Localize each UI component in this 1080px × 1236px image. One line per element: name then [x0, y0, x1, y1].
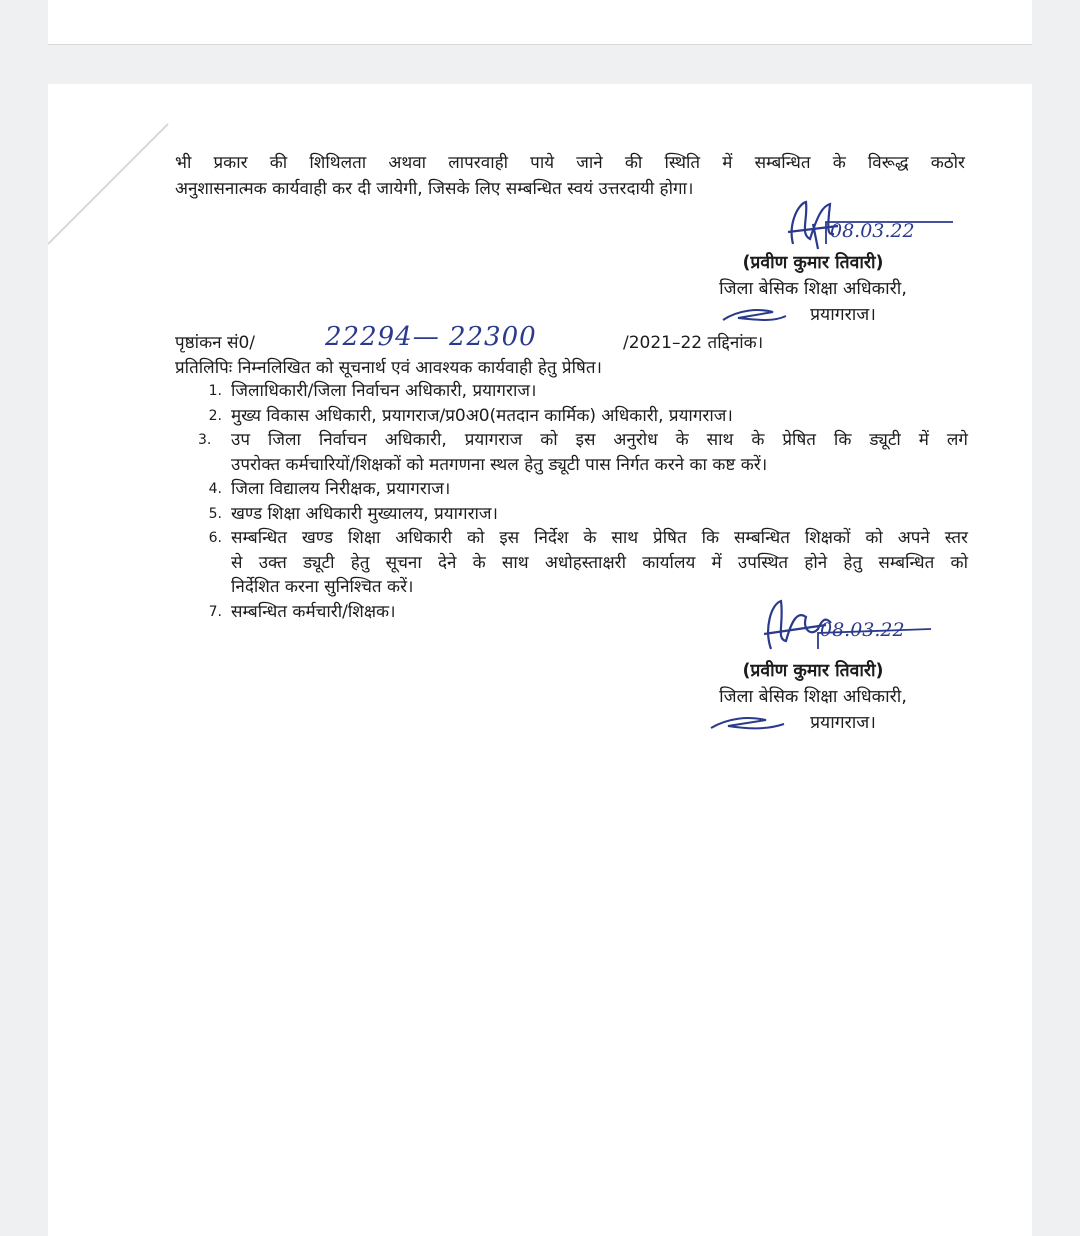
signature-2-date: 08.03.22: [820, 619, 905, 641]
list-item: [198, 404, 968, 429]
previous-page-edge: [48, 0, 1032, 45]
list-item: [198, 502, 968, 527]
list-item-text: सम्बन्धित खण्ड शिक्षा अधिकारी को इस निर्देश के साथ प्रेषित कि सम्बन्धित शिक्षकों को अपने स्तर: [231, 528, 968, 548]
list-item-text: जिलाधिकारी/जिला निर्वाचन अधिकारी, प्रयागराज।: [231, 381, 537, 401]
signature-2-block: [688, 658, 938, 736]
signature-2-name: (प्रवीण कुमार तिवारी): [742, 661, 884, 681]
list-item-number: 2.: [208, 407, 222, 424]
signature-1-block: [688, 250, 938, 328]
list-item-number: 3.: [198, 432, 212, 448]
list-item: [198, 428, 968, 477]
reference-year-date: /2021–22 तद्दिनांक।: [623, 333, 764, 353]
signature-1-place: प्रयागराज।: [810, 305, 876, 325]
list-item-number: 4.: [208, 481, 222, 497]
signature-1-flourish: [718, 306, 788, 326]
signature-1-name: (प्रवीण कुमार तिवारी): [742, 253, 884, 273]
list-item-text: खण्ड शिक्षा अधिकारी मुख्यालय, प्रयागराज।: [231, 503, 498, 524]
signature-2-flourish: [706, 714, 786, 734]
list-item-number: 5.: [208, 505, 222, 522]
list-item-number: 6.: [208, 530, 222, 546]
intro-line-2: अनुशासनात्मक कार्यवाही कर दी जायेगी, जिसके लिए सम्बन्धित स्वयं उत्तरदायी होगा।: [175, 179, 694, 199]
list-item-text: जिला विद्यालय निरीक्षक, प्रयागराज।: [231, 479, 451, 499]
list-item: [198, 379, 968, 404]
signature-1-place-row: [688, 302, 938, 328]
list-item-text: से उक्त ड्यूटी हेतु सूचना देने के साथ अधोहस्ताक्षरी कार्यालय में उपस्थित होने हेतु सम्बन्धित को: [231, 552, 968, 573]
recipient-list: [198, 379, 968, 624]
list-item-text: मुख्य विकास अधिकारी, प्रयागराज/प्र0अ0(मतदान कार्मिक) अधिकारी, प्रयागराज।: [231, 405, 733, 426]
list-item-text: उप जिला निर्वाचन अधिकारी, प्रयागराज को इस अनुरोध के साथ के प्रेषित कि ड्यूटी में लगे: [231, 430, 968, 450]
list-item-text: सम्बन्धित कर्मचारी/शिक्षक।: [231, 601, 396, 622]
reference-label: पृष्ठांकन सं0/: [175, 333, 256, 353]
signature-2-designation: जिला बेसिक शिक्षा अधिकारी,: [719, 687, 907, 707]
intro-line-1: भी प्रकार की शिथिलता अथवा लापरवाही पाये जाने की स्थिति में सम्बन्धित के विरूद्ध कठोर: [175, 153, 965, 173]
signature-2-place-row: [688, 710, 938, 736]
reference-line: [175, 322, 975, 358]
signature-1-date: 08.03.22: [830, 220, 915, 242]
copy-intro: प्रतिलिपिः निम्नलिखित को सूचनार्थ एवं आवश्यक कार्यवाही हेतु प्रेषित।: [175, 358, 602, 378]
list-item: [198, 477, 968, 502]
list-item-number: 1.: [208, 383, 222, 399]
signature-1-designation: जिला बेसिक शिक्षा अधिकारी,: [719, 279, 907, 299]
document-page: [48, 84, 1032, 1236]
list-item-number: 7.: [208, 603, 222, 620]
reference-number-handwritten: 22294— 22300: [325, 322, 537, 352]
list-item-text: उपरोक्त कर्मचारियों/शिक्षकों को मतगणना स्थल हेतु ड्यूटी पास निर्गत करने का कष्ट करें।: [231, 454, 768, 475]
signature-2-place: प्रयागराज।: [810, 713, 876, 733]
list-item-text: निर्देशित करना सुनिश्चित करें।: [231, 577, 414, 597]
